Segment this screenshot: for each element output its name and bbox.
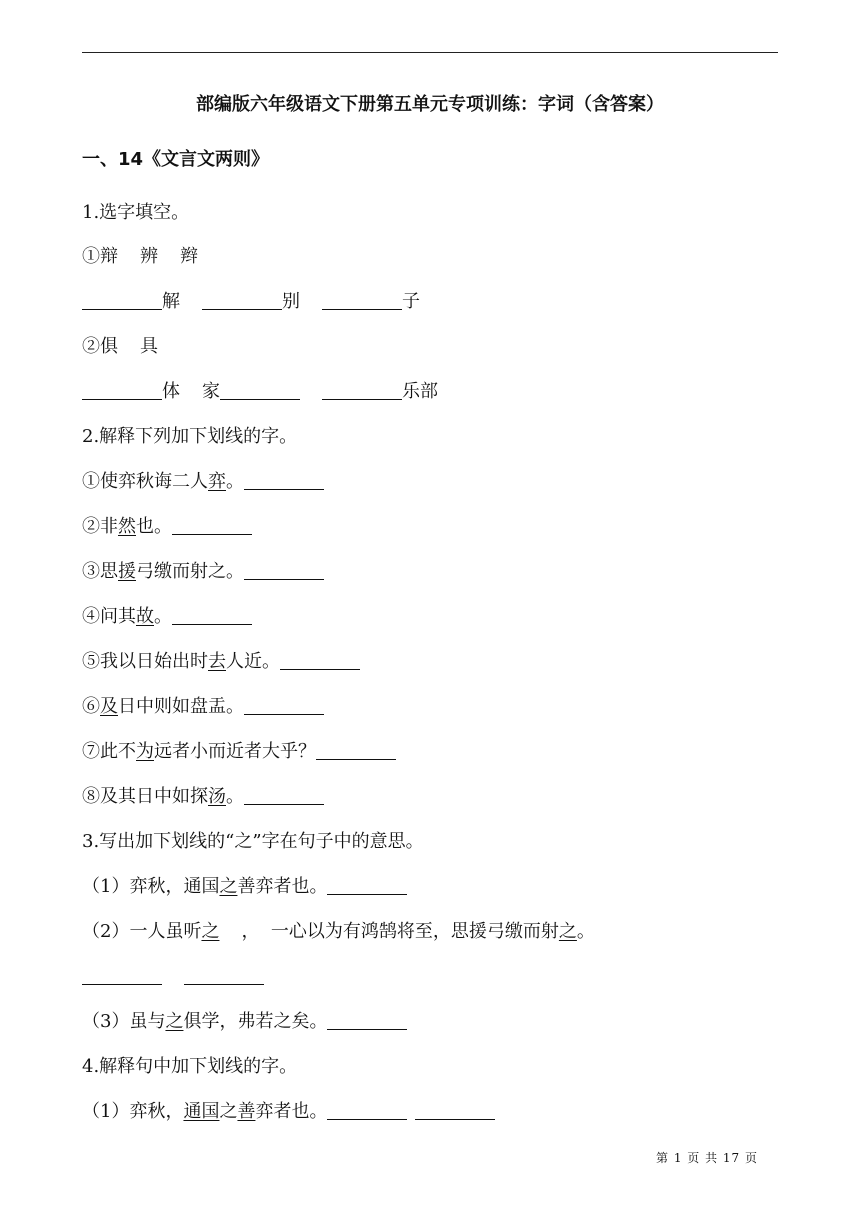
answer-blank[interactable] xyxy=(82,381,162,400)
answer-blank[interactable] xyxy=(172,516,252,535)
q1-choice-group-1: ①辩 辨 辫 xyxy=(82,246,198,267)
q3-item: （3）虽与之俱学，弗若之矣。 xyxy=(82,1010,407,1034)
question-4-stem: 4.解释句中加下划线的字。 xyxy=(82,1056,298,1077)
q3-item: （1）弈秋，通国之善弈者也。 xyxy=(82,875,407,899)
q1-choice-group-2: ②俱 具 xyxy=(82,336,158,357)
answer-blank[interactable] xyxy=(322,381,402,400)
section-heading: 一、14《文言文两则》 xyxy=(82,149,270,170)
q2-item: ⑥及日中则如盘盂。 xyxy=(82,695,324,719)
answer-blank[interactable] xyxy=(327,1011,407,1030)
answer-blank[interactable] xyxy=(415,1101,495,1120)
answer-blank[interactable] xyxy=(244,786,324,805)
q2-item: ⑦此不为远者小而近者大乎？ xyxy=(82,740,396,764)
answer-blank[interactable] xyxy=(327,1101,407,1120)
answer-blank[interactable] xyxy=(220,381,300,400)
q3-item-2-blanks xyxy=(82,965,264,989)
answer-blank[interactable] xyxy=(172,606,252,625)
answer-blank[interactable] xyxy=(82,291,162,310)
q2-item: ②非然也。 xyxy=(82,515,252,539)
question-1-stem: 1.选字填空。 xyxy=(82,202,190,223)
document-title: 部编版六年级语文下册第五单元专项训练：字词（含答案） xyxy=(196,94,664,115)
answer-blank[interactable] xyxy=(244,696,324,715)
header-rule xyxy=(82,52,778,53)
answer-blank[interactable] xyxy=(202,291,282,310)
q1-blanks-group-1: 解 别 子 xyxy=(82,290,420,314)
q4-item: （1）弈秋，通国之善弈者也。 xyxy=(82,1100,495,1124)
page-number-footer: 第 1 页 共 17 页 xyxy=(656,1151,758,1165)
q3-item: （2）一人虽听之 ， 一心以为有鸿鹄将至，思援弓缴而射之。 xyxy=(82,921,595,942)
answer-blank[interactable] xyxy=(322,291,402,310)
q2-item: ⑤我以日始出时去人近。 xyxy=(82,650,360,674)
answer-blank[interactable] xyxy=(244,471,324,490)
q2-item: ①使弈秋诲二人弈。 xyxy=(82,470,324,494)
question-3-stem: 3.写出加下划线的“之”字在句子中的意思。 xyxy=(82,831,424,852)
answer-blank[interactable] xyxy=(184,966,264,985)
answer-blank[interactable] xyxy=(316,741,396,760)
q2-item: ③思援弓缴而射之。 xyxy=(82,560,324,584)
q2-item: ④问其故。 xyxy=(82,605,252,629)
q1-blanks-group-2: 体 家 乐部 xyxy=(82,380,438,404)
question-2-stem: 2.解释下列加下划线的字。 xyxy=(82,426,298,447)
q2-item: ⑧及其日中如探汤。 xyxy=(82,785,324,809)
answer-blank[interactable] xyxy=(280,651,360,670)
answer-blank[interactable] xyxy=(327,876,407,895)
answer-blank[interactable] xyxy=(82,966,162,985)
answer-blank[interactable] xyxy=(244,561,324,580)
